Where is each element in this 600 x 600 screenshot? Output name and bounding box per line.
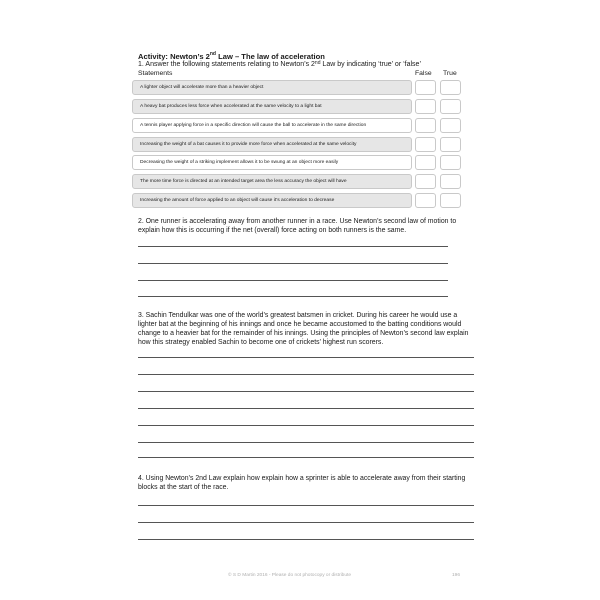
statement-row: A lighter object will accelerate more than a heavier object: [132, 80, 412, 95]
question-2-prompt: 2. One runner is accelerating away from another runner in a race. Use Newton’s second law of motion to explain how this is occurring if the net (overall) force acting on both runners is the same.: [138, 218, 457, 234]
true-column-header: True: [443, 70, 457, 77]
copyright-notice: © S D Martin 2016 - Please do not photocopy or distribute: [228, 573, 351, 578]
false-answer-box[interactable]: [415, 118, 436, 133]
statement-row: Decreasing the weight of a striking implement allows it to be swung at an object more easily: [132, 155, 412, 170]
answer-line[interactable]: [138, 425, 474, 426]
page-number: 196: [452, 573, 461, 578]
false-answer-box[interactable]: [415, 80, 436, 95]
true-answer-box[interactable]: [440, 80, 461, 95]
statements-header: Statements: [138, 70, 173, 77]
false-answer-box[interactable]: [415, 193, 436, 208]
question-4-prompt: 4. Using Newton’s 2nd Law explain how explain how a sprinter is able to accelerate away from their starting blocks at the start of the race.: [138, 475, 466, 491]
answer-line[interactable]: [138, 296, 448, 297]
false-answer-box[interactable]: [415, 174, 436, 189]
statement-row: Increasing the weight of a bat causes it to provide more force when accelerated at the same velocity: [132, 137, 412, 152]
false-answer-box[interactable]: [415, 137, 436, 152]
answer-line[interactable]: [138, 357, 474, 358]
question-1-prompt: 1. Answer the following statements relating to Newton’s 2nd Law by indicating ‘true’ or ‘false’: [138, 60, 421, 68]
false-answer-box[interactable]: [415, 155, 436, 170]
answer-line[interactable]: [138, 505, 474, 506]
answer-line[interactable]: [138, 408, 474, 409]
answer-line[interactable]: [138, 522, 474, 523]
answer-line[interactable]: [138, 539, 474, 540]
answer-line[interactable]: [138, 246, 448, 247]
answer-line[interactable]: [138, 457, 474, 458]
true-answer-box[interactable]: [440, 99, 461, 114]
true-answer-box[interactable]: [440, 137, 461, 152]
answer-line[interactable]: [138, 391, 474, 392]
false-column-header: False: [415, 70, 432, 77]
activity-title: Activity: Newton’s 2nd Law – The law of acceleration: [138, 51, 325, 61]
statement-row: A tennis player applying force in a specific direction will cause the ball to accelerate in the same direction: [132, 118, 412, 133]
true-answer-box[interactable]: [440, 118, 461, 133]
statement-row: A heavy bat produces less force when accelerated at the same velocity to a light bat: [132, 99, 412, 114]
true-answer-box[interactable]: [440, 174, 461, 189]
true-answer-box[interactable]: [440, 155, 461, 170]
answer-line[interactable]: [138, 280, 448, 281]
answer-line[interactable]: [138, 442, 474, 443]
question-3-prompt: 3. Sachin Tendulkar was one of the world’s greatest batsmen in cricket. During his career he would use a lighter bat at the beginning of his innings and once he became accustomed to the batting conditions would change to a heavier bat for the remainder of his innings. Using the principles of Newton’s second law explain how this strategy enabled Sachin to become one of crickets’ highest run scorers.: [138, 312, 469, 346]
false-answer-box[interactable]: [415, 99, 436, 114]
statement-row: Increasing the amount of force applied to an object will cause it’s acceleration to decrease: [132, 193, 412, 208]
answer-line[interactable]: [138, 263, 448, 264]
true-answer-box[interactable]: [440, 193, 461, 208]
statement-row: The more time force is directed at an intended target area the less accuracy the object will have: [132, 174, 412, 189]
answer-line[interactable]: [138, 374, 474, 375]
